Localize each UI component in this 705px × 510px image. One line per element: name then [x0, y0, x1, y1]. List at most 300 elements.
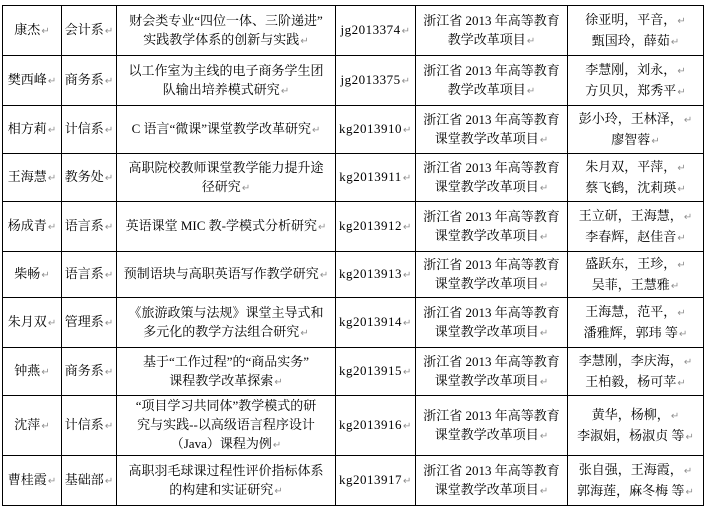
line-break-mark-icon: ↵ — [47, 125, 57, 136]
cell-members-line — [570, 227, 701, 248]
cell-category-line — [418, 274, 565, 295]
line-break-mark-icon: ↵ — [403, 421, 412, 432]
cell-project-title-text: 《旅游政策与法规》课堂主导式和 — [128, 304, 324, 320]
cell-category-line — [418, 461, 565, 480]
cell-project-title-line — [119, 322, 333, 343]
cell-category-text: 浙江省 2013 年高等教育 — [423, 462, 560, 478]
cell-department-line — [64, 119, 114, 140]
cell-category — [416, 6, 568, 56]
cell-project-title-line — [119, 396, 333, 415]
cell-members — [568, 56, 704, 106]
cell-department-text: 计信系 — [64, 121, 104, 136]
cell-project-no — [336, 6, 416, 56]
cell-department-text: 语言系 — [64, 266, 104, 281]
cell-members-line — [570, 351, 701, 372]
cell-members-line — [570, 254, 701, 275]
cell-leader-name — [3, 298, 62, 348]
line-break-mark-icon: ↵ — [104, 222, 114, 233]
projects-table-body — [3, 6, 704, 506]
cell-leader-name-text: 康杰 — [14, 22, 41, 37]
cell-category-line — [418, 425, 565, 446]
cell-category-text: 浙江省 2013 年高等教育 — [423, 62, 560, 78]
line-break-mark-icon: ↵ — [403, 318, 412, 329]
cell-members-text: 廖智蓉 — [611, 131, 651, 147]
cell-members-line — [570, 178, 701, 199]
cell-project-no-text: jg2013375 — [340, 72, 401, 87]
cell-members-text: 王海慧，范平， — [585, 303, 677, 319]
cell-department — [62, 154, 117, 202]
line-break-mark-icon: ↵ — [677, 15, 686, 27]
line-break-mark-icon: ↵ — [402, 173, 412, 184]
cell-category-text: 课堂教学改革项目 — [434, 426, 539, 442]
cell-members-text: 李慧刚，刘永， — [585, 61, 677, 77]
cell-members-line — [570, 157, 701, 178]
line-break-mark-icon: ↵ — [47, 173, 57, 184]
cell-leader-name-line — [5, 167, 59, 188]
cell-members — [568, 456, 704, 506]
line-break-mark-icon: ↵ — [41, 367, 50, 378]
cell-project-title-line — [119, 30, 333, 51]
cell-project-title-line — [119, 11, 333, 30]
line-break-mark-icon: ↵ — [312, 125, 321, 136]
line-break-mark-icon: ↵ — [47, 222, 57, 233]
line-break-mark-icon: ↵ — [300, 327, 309, 339]
cell-department-line — [64, 20, 114, 41]
cell-members-text: 李春辉，赵佳音 — [585, 228, 677, 244]
line-break-mark-icon: ↵ — [539, 231, 549, 243]
table-row — [3, 56, 704, 106]
cell-leader-name — [3, 106, 62, 154]
cell-project-no-line — [338, 264, 413, 285]
cell-project-title-line — [119, 303, 333, 322]
cell-leader-name-text: 沈萍 — [14, 417, 41, 432]
cell-project-no-text: kg2013913 — [339, 266, 403, 281]
cell-leader-name-text: 相方莉 — [7, 121, 47, 136]
line-break-mark-icon: ↵ — [539, 430, 549, 442]
cell-project-title-line — [119, 177, 333, 198]
cell-project-title-line — [119, 216, 333, 237]
cell-leader-name-text: 王海慧 — [7, 169, 47, 184]
cell-members-line — [570, 481, 701, 502]
cell-department — [62, 298, 117, 348]
cell-department-line — [64, 167, 114, 188]
cell-leader-name-line — [5, 216, 59, 237]
cell-project-no — [336, 56, 416, 106]
cell-category-text: 课堂教学改革项目 — [434, 481, 539, 497]
cell-members-text: 李慧刚，李庆海， — [578, 352, 683, 368]
cell-members-line — [570, 130, 701, 151]
line-break-mark-icon: ↵ — [47, 476, 57, 487]
cell-project-title-line — [119, 480, 333, 501]
line-break-mark-icon: ↵ — [677, 86, 686, 98]
cell-project-no-line — [338, 415, 413, 436]
cell-department-line — [64, 264, 114, 285]
cell-category — [416, 456, 568, 506]
cell-category-line — [418, 207, 565, 226]
cell-department-line — [64, 415, 114, 436]
line-break-mark-icon: ↵ — [104, 367, 114, 378]
line-break-mark-icon: ↵ — [300, 35, 309, 47]
line-break-mark-icon: ↵ — [677, 259, 686, 271]
line-break-mark-icon: ↵ — [47, 76, 57, 87]
cell-project-no — [336, 348, 416, 396]
cell-members-line — [570, 372, 701, 393]
cell-project-title-text: 课程教学改革探索 — [169, 372, 274, 388]
cell-category-text: 课堂教学改革项目 — [434, 323, 539, 339]
cell-project-title — [117, 202, 336, 252]
cell-category-line — [418, 352, 565, 371]
cell-project-title-line — [119, 80, 333, 101]
line-break-mark-icon: ↵ — [685, 486, 694, 498]
cell-leader-name — [3, 348, 62, 396]
line-break-mark-icon: ↵ — [272, 440, 282, 451]
cell-project-title — [117, 456, 336, 506]
cell-project-title-text: 以工作室为主线的电子商务学生团 — [128, 62, 324, 78]
line-break-mark-icon: ↵ — [683, 356, 693, 368]
cell-leader-name-line — [5, 70, 59, 91]
cell-members-line — [570, 460, 701, 481]
cell-category — [416, 56, 568, 106]
cell-members-text: 朱月双，平萍， — [585, 158, 677, 174]
cell-category-text: 浙江省 2013 年高等教育 — [423, 353, 560, 369]
line-break-mark-icon: ↵ — [104, 476, 114, 487]
line-break-mark-icon: ↵ — [104, 318, 114, 329]
line-break-mark-icon: ↵ — [274, 485, 283, 497]
cell-department-line — [64, 470, 114, 491]
cell-project-title-text: 的构建和实证研究 — [169, 481, 274, 497]
line-break-mark-icon: ↵ — [539, 182, 549, 194]
cell-members — [568, 348, 704, 396]
cell-category-text: 浙江省 2013 年高等教育 — [423, 12, 560, 28]
cell-project-title — [117, 396, 336, 456]
cell-category — [416, 298, 568, 348]
cell-project-title-text: 基于“工作过程”的“商品实务” — [142, 353, 310, 369]
table-row — [3, 252, 704, 298]
cell-project-no-line — [338, 20, 413, 41]
cell-project-title — [117, 348, 336, 396]
cell-leader-name-line — [5, 415, 59, 436]
line-break-mark-icon: ↵ — [41, 270, 50, 281]
table-row — [3, 348, 704, 396]
cell-department — [62, 456, 117, 506]
cell-leader-name-line — [5, 264, 59, 285]
cell-project-no-line — [338, 216, 413, 237]
line-break-mark-icon: ↵ — [685, 431, 694, 443]
table-row — [3, 456, 704, 506]
cell-category — [416, 154, 568, 202]
cell-category-line — [418, 226, 565, 247]
cell-leader-name — [3, 456, 62, 506]
line-break-mark-icon: ↵ — [677, 162, 686, 174]
line-break-mark-icon: ↵ — [683, 465, 693, 477]
cell-project-no-text: kg2013911 — [339, 169, 402, 184]
cell-category-text: 浙江省 2013 年高等教育 — [423, 407, 560, 423]
cell-members-text: 方贝贝，郑秀平 — [585, 82, 677, 98]
cell-members-line — [570, 405, 701, 426]
cell-members-text: 盛跃东，王珍， — [585, 255, 677, 271]
cell-members-line — [570, 60, 701, 81]
cell-project-no-line — [338, 119, 413, 140]
cell-project-title — [117, 298, 336, 348]
cell-department-line — [64, 70, 114, 91]
table-row — [3, 396, 704, 456]
cell-project-title-text: C 语言“微课”课堂教学改革研究 — [131, 121, 312, 136]
line-break-mark-icon: ↵ — [47, 318, 57, 329]
cell-category-text: 浙江省 2013 年高等教育 — [423, 208, 560, 224]
cell-leader-name — [3, 252, 62, 298]
cell-project-title-line — [119, 434, 333, 455]
line-break-mark-icon: ↵ — [539, 134, 549, 146]
cell-project-title-line — [119, 352, 333, 371]
cell-members-text: 吴菲，王慧雅 — [591, 276, 670, 292]
cell-project-title-text: 径研究 — [201, 178, 241, 194]
cell-project-no-text: kg2013914 — [339, 314, 403, 329]
cell-department-line — [64, 361, 114, 382]
line-break-mark-icon: ↵ — [41, 26, 50, 37]
line-break-mark-icon: ↵ — [401, 76, 411, 87]
cell-members — [568, 154, 704, 202]
cell-department-text: 计信系 — [64, 417, 104, 432]
cell-category — [416, 348, 568, 396]
cell-project-no-line — [338, 312, 413, 333]
cell-members — [568, 106, 704, 154]
cell-category-text: 浙江省 2013 年高等教育 — [423, 256, 560, 272]
cell-category-text: 教学改革项目 — [447, 81, 526, 97]
cell-leader-name-text: 柴畅 — [14, 266, 41, 281]
line-break-mark-icon: ↵ — [651, 135, 660, 147]
cell-project-no-text: kg2013910 — [339, 121, 403, 136]
cell-members-text: 郭海莲，麻冬梅 等 — [577, 482, 685, 498]
cell-leader-name-text: 曹桂霞 — [7, 472, 47, 487]
cell-members-text: 王立研，王海慧， — [578, 207, 683, 223]
cell-members-text: 甄国玲，薛茹 — [591, 32, 670, 48]
line-break-mark-icon: ↵ — [539, 327, 549, 339]
cell-members-line — [570, 81, 701, 102]
cell-category-text: 课堂教学改革项目 — [434, 275, 539, 291]
cell-department-text: 语言系 — [64, 218, 104, 233]
cell-project-title-text: 队输出培养模式研究 — [162, 81, 280, 97]
cell-category-line — [418, 371, 565, 392]
cell-project-no — [336, 396, 416, 456]
cell-project-title-text: 多元化的教学方法组合研究 — [143, 323, 300, 339]
projects-table — [2, 5, 704, 506]
cell-members-line — [570, 109, 701, 130]
cell-project-no-line — [338, 70, 413, 91]
cell-project-title-text: 究与实践--以高级语言程序设计 — [137, 417, 315, 432]
line-break-mark-icon: ↵ — [318, 222, 327, 233]
cell-category-line — [418, 110, 565, 129]
cell-category-line — [418, 11, 565, 30]
table-row — [3, 202, 704, 252]
cell-project-title-text: （Java）课程为例 — [170, 436, 272, 451]
cell-category-text: 课堂教学改革项目 — [434, 372, 539, 388]
cell-department-text: 商务系 — [64, 363, 104, 378]
cell-project-title-text: 英语课堂 MIC 教-学模式分析研究 — [125, 218, 317, 233]
cell-department-text: 会计系 — [64, 22, 104, 37]
cell-project-no — [336, 154, 416, 202]
line-break-mark-icon: ↵ — [403, 125, 412, 136]
cell-members-line — [570, 275, 701, 296]
cell-members-text: 彭小玲，王林泽， — [578, 110, 683, 126]
cell-project-title — [117, 252, 336, 298]
cell-members-text: 蔡飞鹤，沈莉瑛 — [585, 179, 677, 195]
cell-project-no — [336, 456, 416, 506]
cell-department-text: 商务系 — [64, 72, 104, 87]
line-break-mark-icon: ↵ — [403, 476, 412, 487]
cell-project-no — [336, 106, 416, 154]
cell-category-line — [418, 177, 565, 198]
cell-category-line — [418, 129, 565, 150]
cell-leader-name — [3, 154, 62, 202]
cell-leader-name — [3, 396, 62, 456]
line-break-mark-icon: ↵ — [241, 182, 251, 194]
cell-project-title-text: 高职羽毛球课过程性评价指标体系 — [128, 462, 324, 478]
cell-leader-name-text: 朱月双 — [7, 314, 47, 329]
cell-category-line — [418, 30, 565, 51]
cell-project-title — [117, 154, 336, 202]
cell-members — [568, 6, 704, 56]
cell-department-line — [64, 312, 114, 333]
cell-leader-name — [3, 6, 62, 56]
cell-department-text: 教务处 — [64, 169, 104, 184]
line-break-mark-icon: ↵ — [403, 222, 412, 233]
line-break-mark-icon: ↵ — [670, 280, 680, 292]
cell-members-text: 张自强，王海霞， — [578, 461, 683, 477]
line-break-mark-icon: ↵ — [403, 270, 412, 281]
cell-project-no — [336, 252, 416, 298]
table-row — [3, 6, 704, 56]
table-row — [3, 298, 704, 348]
line-break-mark-icon: ↵ — [104, 270, 114, 281]
cell-members — [568, 252, 704, 298]
cell-project-no-text: kg2013912 — [339, 218, 403, 233]
line-break-mark-icon: ↵ — [104, 76, 114, 87]
cell-members-text: 李淑娟，杨淑贞 等 — [577, 427, 685, 443]
line-break-mark-icon: ↵ — [403, 367, 412, 378]
cell-category — [416, 202, 568, 252]
line-break-mark-icon: ↵ — [104, 421, 114, 432]
line-break-mark-icon: ↵ — [677, 307, 686, 319]
cell-project-title-line — [119, 119, 333, 140]
cell-project-title — [117, 56, 336, 106]
cell-department — [62, 396, 117, 456]
cell-leader-name — [3, 56, 62, 106]
cell-department-line — [64, 216, 114, 237]
cell-project-no-line — [338, 361, 413, 382]
cell-department — [62, 202, 117, 252]
line-break-mark-icon: ↵ — [280, 85, 290, 97]
cell-project-title-text: 预制语块与高职英语写作教学研究 — [123, 266, 319, 281]
cell-category-text: 浙江省 2013 年高等教育 — [423, 159, 560, 175]
cell-category-text: 浙江省 2013 年高等教育 — [423, 111, 560, 127]
cell-project-title-line — [119, 61, 333, 80]
cell-leader-name-line — [5, 20, 59, 41]
cell-members-line — [570, 426, 701, 447]
line-break-mark-icon: ↵ — [670, 36, 680, 48]
cell-leader-name-line — [5, 470, 59, 491]
cell-project-no-line — [338, 167, 413, 188]
cell-project-no-text: kg2013915 — [339, 363, 403, 378]
line-break-mark-icon: ↵ — [670, 410, 680, 422]
cell-category-line — [418, 303, 565, 322]
cell-members-text: 徐亚明，平音， — [585, 11, 677, 27]
cell-category-text: 课堂教学改革项目 — [434, 227, 539, 243]
cell-category-line — [418, 158, 565, 177]
cell-project-title-text: “项目学习共同体”教学模式的研 — [135, 398, 317, 413]
line-break-mark-icon: ↵ — [401, 26, 411, 37]
cell-department — [62, 348, 117, 396]
cell-members-text: 王柏毅，杨可苹 — [585, 373, 677, 389]
cell-project-title — [117, 106, 336, 154]
cell-project-no-line — [338, 470, 413, 491]
cell-members — [568, 202, 704, 252]
cell-department — [62, 106, 117, 154]
cell-members-line — [570, 10, 701, 31]
cell-category-line — [418, 322, 565, 343]
cell-project-title-line — [119, 371, 333, 392]
cell-project-title-text: 财会类专业“四位一体、三阶递进” — [129, 12, 323, 28]
cell-leader-name-text: 樊西峰 — [7, 72, 47, 87]
line-break-mark-icon: ↵ — [677, 232, 686, 244]
cell-project-title — [117, 6, 336, 56]
cell-members-line — [570, 31, 701, 52]
line-break-mark-icon: ↵ — [539, 279, 549, 291]
line-break-mark-icon: ↵ — [274, 376, 283, 388]
cell-category — [416, 396, 568, 456]
cell-members — [568, 396, 704, 456]
document-page — [0, 5, 705, 510]
cell-members-line — [570, 302, 701, 323]
cell-members-line — [570, 206, 701, 227]
cell-department — [62, 6, 117, 56]
cell-leader-name-line — [5, 119, 59, 140]
cell-project-title-text: 实践教学体系的创新与实践 — [143, 31, 300, 47]
cell-department-text: 基础部 — [64, 472, 104, 487]
line-break-mark-icon: ↵ — [677, 183, 686, 195]
cell-project-title-text: 高职院校教师课堂教学能力提升途 — [128, 159, 324, 175]
cell-leader-name-line — [5, 361, 59, 382]
cell-leader-name-text: 杨成青 — [7, 218, 47, 233]
cell-category — [416, 252, 568, 298]
line-break-mark-icon: ↵ — [683, 114, 693, 126]
line-break-mark-icon: ↵ — [526, 85, 536, 97]
cell-project-no-text: jg2013374 — [340, 22, 401, 37]
line-break-mark-icon: ↵ — [677, 65, 686, 77]
cell-department — [62, 252, 117, 298]
cell-project-no — [336, 298, 416, 348]
cell-category-line — [418, 480, 565, 501]
line-break-mark-icon: ↵ — [104, 26, 114, 37]
cell-project-no-text: kg2013916 — [339, 417, 403, 432]
cell-department — [62, 56, 117, 106]
cell-leader-name — [3, 202, 62, 252]
line-break-mark-icon: ↵ — [683, 211, 693, 223]
cell-category-text: 课堂教学改革项目 — [434, 130, 539, 146]
cell-category-text: 教学改革项目 — [447, 31, 526, 47]
line-break-mark-icon: ↵ — [41, 421, 50, 432]
line-break-mark-icon: ↵ — [104, 173, 114, 184]
line-break-mark-icon: ↵ — [677, 377, 686, 389]
cell-category-text: 课堂教学改革项目 — [434, 178, 539, 194]
line-break-mark-icon: ↵ — [526, 35, 536, 47]
cell-project-title-line — [119, 264, 333, 285]
cell-leader-name-line — [5, 312, 59, 333]
cell-category-line — [418, 255, 565, 274]
cell-members — [568, 298, 704, 348]
table-row — [3, 154, 704, 202]
cell-members-text: 潘雅辉，郭玮 等 — [583, 324, 678, 340]
line-break-mark-icon: ↵ — [678, 328, 688, 340]
